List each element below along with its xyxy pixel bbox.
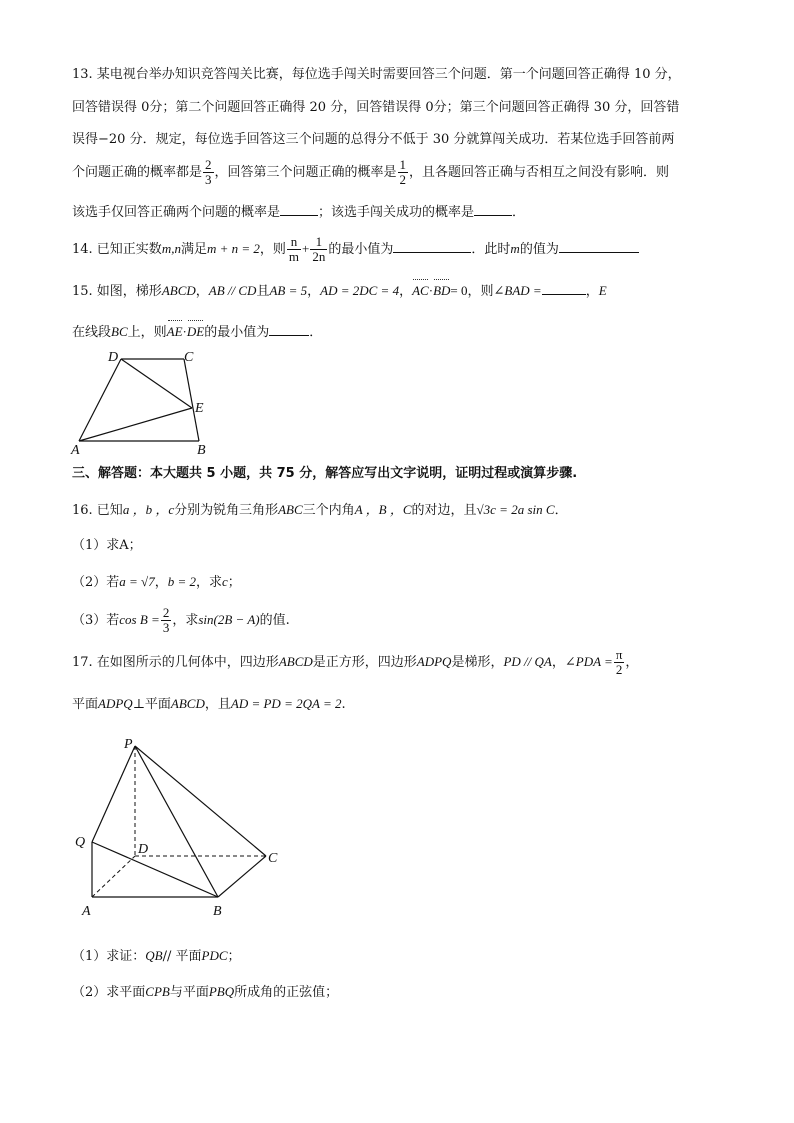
label-q: Q <box>75 835 86 850</box>
edge-bc <box>184 359 199 441</box>
edge-pc <box>135 746 266 856</box>
vector-de: DE <box>186 324 205 339</box>
vector-ac: AC <box>412 283 429 298</box>
q16-condition: √3c = 2a sin C <box>476 502 555 517</box>
section-heading: 三、解答题：本大题共 5 小题，共 75 分，解答应写出文字说明，证明过程或演算步骤. <box>72 466 578 481</box>
label-d: D <box>138 842 149 857</box>
label-b: B <box>213 904 222 919</box>
q15-line1: 15. 如图，梯形ABCD，AB // CD且AB = 5，AD = 2DC = 4，AC·BD= 0，则∠BAD = ，E <box>72 283 607 299</box>
q16-part2: （2）若a = √7，b = 2，求c； <box>72 574 241 590</box>
q14-line: 14. 已知正实数m,n满足m + n = 2，则 $\frac{n}{m}$ + $\frac{1}{2n}$ 的最小值为 ．此时m的值为 <box>72 235 639 264</box>
label-b: B <box>197 443 206 458</box>
answer-blank <box>269 323 309 336</box>
vector-ae: AE <box>166 324 183 339</box>
q13-text-c: ，且各题回答正确与否相互之间没有影响．则 <box>409 165 670 180</box>
q16-part3: （3）若cos B = $\frac{2}{3}$ ，求sin(2B − A)的值. <box>72 605 290 635</box>
edge-qb <box>92 842 218 897</box>
q13-text-a: 个问题正确的概率都是 <box>72 165 203 180</box>
fraction-n-over-m: $\frac{n}{m}$ <box>288 234 300 264</box>
fraction-two-thirds: $\frac{2}{3}$ <box>162 605 170 635</box>
label-p: P <box>124 737 133 752</box>
q14-vars: m,n <box>161 241 181 256</box>
answer-blank <box>393 240 471 253</box>
segment-de <box>121 359 192 408</box>
q13-line1: 13. 某电视台举办知识竞答闯关比赛，每位选手闯关时需要回答三个问题．第一个问题回答正确得 10 分， <box>72 67 681 82</box>
label-d: D <box>108 350 119 365</box>
label-a: A <box>71 443 80 458</box>
q17-line1: 17. 在如图所示的几何体中，四边形ABCD是正方形，四边形ADPQ是梯形，PD // QA，∠PDA = $\frac{\pi}{2}$ ， <box>72 647 639 677</box>
fraction-one-half: $\frac{1}{2}$ <box>399 157 407 187</box>
solid-figure <box>70 732 290 922</box>
q13-line4 <box>72 158 669 187</box>
fraction-two-thirds: $\frac{2}{3}$ <box>205 157 212 187</box>
trapezoid-figure <box>66 346 226 458</box>
edge-pq <box>92 746 135 842</box>
q13-line3: 误得−20 分．规定，每位选手回答这三个问题的总得分不低于 30 分就算闯关成功．若某位选手回答前两 <box>72 132 675 147</box>
q17-part2: （2）求平面CPB与平面PBQ所成角的正弦值； <box>72 984 339 1000</box>
answer-blank <box>542 282 586 295</box>
q17-line2: 平面ADPQ⊥平面ABCD，且AD = PD = 2QA = 2. <box>72 696 346 712</box>
q14-condition: m + n = 2 <box>206 241 260 256</box>
fraction-1-over-2n: $\frac{1}{2n}$ <box>312 234 326 264</box>
edge-ad <box>79 359 121 441</box>
q13-line2: 回答错误得 0分；第二个问题回答正确得 20 分，回答错误得 0分；第三个问题回答正确得 30 分，回答错 <box>72 100 680 115</box>
hidden-edge-ad <box>92 856 135 897</box>
q13-line5: 该选手仅回答正确两个问题的概率是 ；该选手闯关成功的概率是 ． <box>72 205 526 220</box>
answer-blank <box>474 203 512 216</box>
label-e: E <box>195 401 204 416</box>
fraction-pi-over-2: $\frac{\pi}{2}$ <box>615 647 623 677</box>
q16-line: 16. 已知a ，b ，c分别为锐角三角形ABC三个内角A ，B ，C的对边，且√3c = 2a sin C． <box>72 502 568 518</box>
q13-text-b: ，回答第三个问题正确的概率是 <box>214 165 397 180</box>
answer-blank <box>280 203 318 216</box>
q17-part1: （1）求证：QB// 平面PDC； <box>72 948 241 964</box>
edge-pb <box>135 746 218 897</box>
vector-bd: BD <box>433 283 451 298</box>
answer-blank <box>559 240 639 253</box>
segment-ae <box>79 408 192 441</box>
edge-bc <box>218 856 266 897</box>
label-c: C <box>184 350 194 365</box>
q15-line2: 在线段BC上，则AE·DE的最小值为 ． <box>72 324 323 340</box>
q16-part1: （1）求A； <box>72 538 142 553</box>
label-a: A <box>82 904 91 919</box>
label-c: C <box>268 851 278 866</box>
